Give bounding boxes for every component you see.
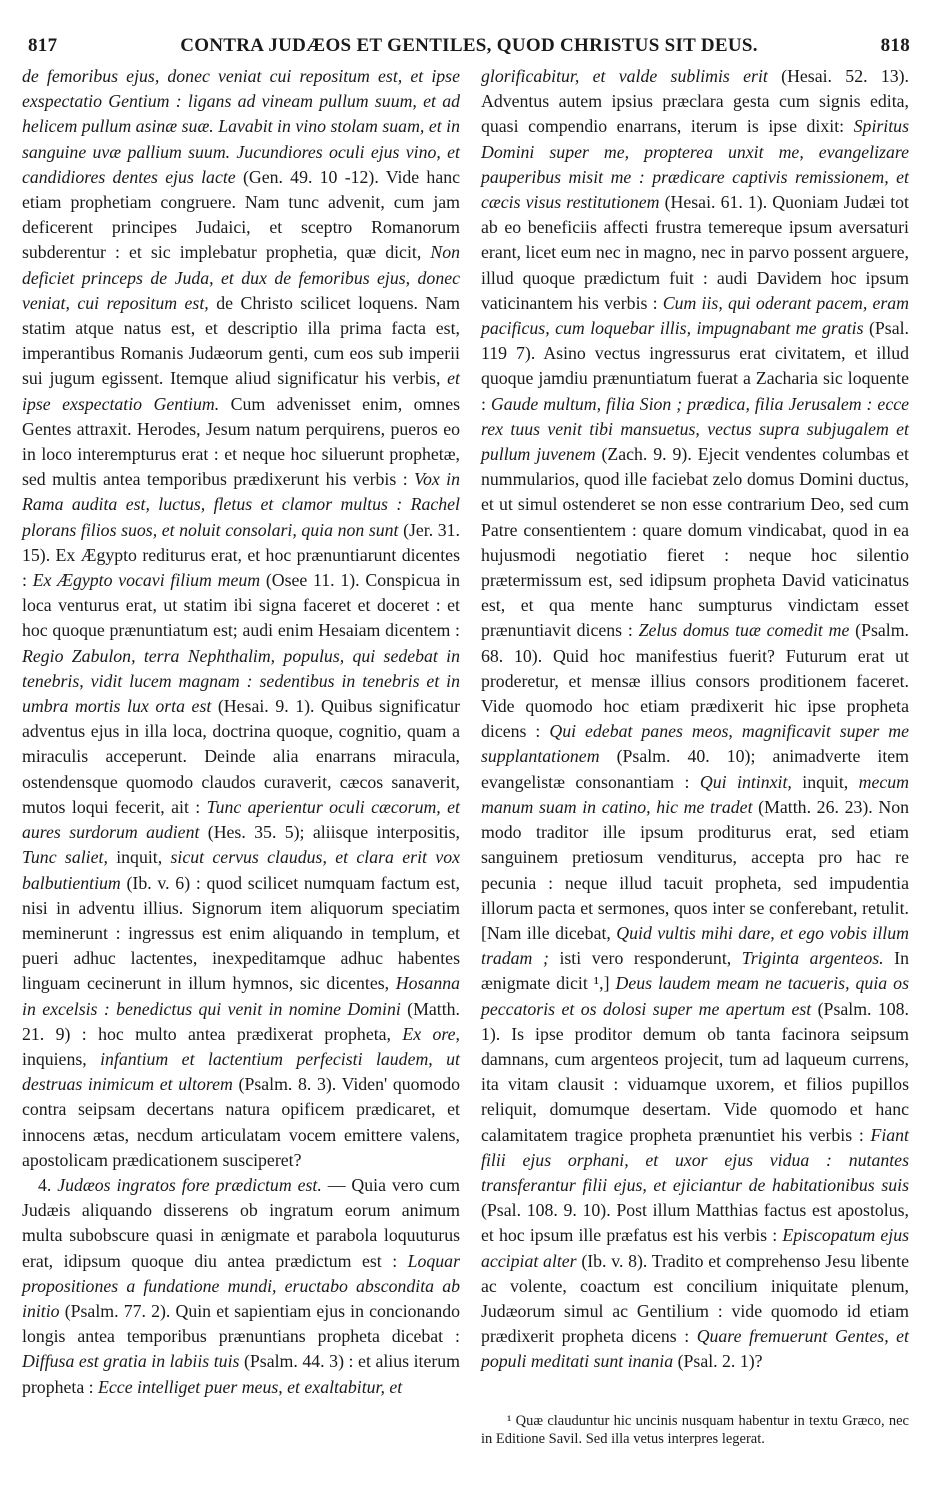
text-run: (Hesai. 61. 1). Quoniam Judæi tot ab eo beneficiis affecti frustra temereque ipsum aversaturi erant, licet eum nec in magno, nec in parvo possent arguere, illud quoque prædictum fuit : audi Davidem hoc ipsum vaticinantem his verbis : <box>481 192 909 313</box>
text-run: (Matth. 26. 23). Non modo traditor ille ipsum proditurus erat, sed etiam sanguinem pretiosum venditurus, accepta pro hac re pecunia : neque illud tacuit propheta, sed impudentia illorum pacta et sermones, quos inter se conferebant, retulit. [Nam ille dicebat, <box>481 796 909 943</box>
text-run: (Hes. 35. 5); aliisque interpositis, <box>199 822 460 843</box>
italic-run: Spiritus Domini super me, propterea unxit me, evangelizare pauperibus misit me : prædicare captivis remissionem, et cæcis visus restitutionem <box>481 116 909 213</box>
text-run: Cum advenisset enim, omnes Gentes attraxit. Herodes, Jesum natum perquirens, pueros eo in loco interempturus erat : et neque hoc siluerunt prophetæ, sed multis antea temporibus prædixerunt his verbis : <box>22 393 460 490</box>
footnote <box>481 1412 909 1448</box>
text-run: (Psalm. 44. 3) : et alius iterum propheta : <box>22 1351 461 1397</box>
text-run: (Psalm. 68. 10). Quid hoc manifestius fuerit? Futurum erat ut proderetur, et mensæ illius consors proditionem faceret. Vide quomodo hoc etiam prædixerit hic ipse propheta dicens : <box>481 620 909 742</box>
text-run: (Jer. 31. 15). Ex Ægypto rediturus erat, et hoc prænuntiarunt dicentes : <box>22 519 460 591</box>
paragraph <box>22 1173 460 1400</box>
italic-run: Fiant filii ejus orphani, et uxor ejus vidua : nutantes transferantur filii ejus, et ejiciantur de habitationibus suis <box>481 1124 909 1195</box>
page-number-left: 817 <box>28 35 58 56</box>
right-column <box>481 64 909 1375</box>
italic-run: Quare fremuerunt Gentes, et populi meditati sunt inania <box>481 1326 909 1372</box>
text-run: inquiens, <box>22 1048 101 1069</box>
italic-run: Hosanna in excelsis : benedictus qui venit in nomine Domini <box>22 973 460 1019</box>
italic-run: Regio Zabulon, terra Nephthalim, populus, qui sedebat in tenebris, vidit lucem magnam : sedentibus in tenebris et in umbra mortis lux orta est <box>22 645 460 717</box>
italic-run: Tunc aperientur oculi cæcorum, et aures surdorum audient <box>22 796 461 843</box>
italic-run: Zelus domus tuæ comedit me <box>638 620 850 641</box>
italic-run: sicut cervus claudus, et clara erit vox balbutientium <box>22 847 460 893</box>
text-run: (Psalm. 77. 2). Quin et sapientiam ejus in concionando longis antea temporibus prænuntians propheta dicebat : <box>22 1300 460 1347</box>
text-run: (Osee 11. 1). Conspicua in loca venturus erat, ut statim ibi signa faceret et doceret : et hoc quoque prænuntiatum est; audi enim Hesaiam dicentem : <box>22 570 460 641</box>
text-run: (Ib. v. 6) : quod scilicet numquam factum est, nisi in adventu illius. Signorum item aliquorum speciatim meminerunt : ingressus est enim aliquando in templum, et pueri adhuc lactentes, inexpeditamque adhuc habentes linguam cecinerunt in illum hymnos, sic dicentes, <box>22 872 460 994</box>
italic-run: Tunc saliet, <box>22 847 108 868</box>
italic-run: et ipse exspectatio Gentium. <box>22 368 460 414</box>
text-run: (Matth. 21. 9) : hoc multo antea prædixerat propheta, <box>22 998 460 1044</box>
running-header <box>28 32 910 60</box>
text-run: (Psal. 2. 1)? <box>673 1351 763 1372</box>
italic-run: Qui edebat panes meos, magnificavit super me supplantationem <box>481 721 909 767</box>
italic-run: de femoribus ejus, donec veniat cui repositum est, et ipse exspectatio Gentium : ligans ad vineam pullum suum, et ad helicem pullum asinæ suæ. Lavabit in vino stolam suam, et in sanguine uvæ pallium suum. Jucundiores oculi ejus vino, et candidiores dentes ejus lacte <box>22 66 460 187</box>
text-run: (Hesai. 9. 1). Quibus significatur adventus ejus in illa loca, doctrina quoque, cognitio, quam a miraculis acceperunt. Deinde alia enarrans miracula, ostendensque quomodo claudos curaverit, cæcos sanaverit, mutos loqui fecerit, ait : <box>22 696 460 817</box>
italic-run: Ecce intelliget puer meus, et exaltabitur, et <box>98 1376 403 1397</box>
left-column <box>22 64 460 1400</box>
italic-run: Ex Ægypto vocavi filium meum <box>32 570 261 591</box>
italic-run: Ex ore, <box>402 1023 460 1044</box>
italic-run: Gaude multum, filia Sion ; prædica, filia Jerusalem : ecce rex tuus venit tibi mansuetus, vectus supra subjugalem et pullum juvenem <box>481 393 909 465</box>
italic-run: Episcopatum ejus accipiat alter <box>481 1225 910 1271</box>
italic-run: glorificabitur, et valde sublimis erit <box>481 66 768 86</box>
italic-run: mecum manum suam in catino, hic me tradet <box>481 771 909 817</box>
italic-run: Qui intinxit, <box>699 771 792 792</box>
text-run: (Gen. 49. 10 -12). Vide hanc etiam prophetiam congruere. Nam tunc advenit, cum jam deficerent principes Judaici, et sceptro Romanorum subderentur : et sic implebatur prophetia, quæ dicit, <box>22 166 460 263</box>
text-run: (Psalm. 108. 1). Is ipse proditor demum ob tanta facinora seipsum damnans, cum argenteos projecit, tum ad laqueum currens, ita vitam clausit : viduamque uxorem, et filios pupillos reliquit, domumque desertam. Vide quomodo et hanc calamitatem tragice propheta prænuntiet his verbis : <box>481 998 909 1145</box>
text-run: inquit, <box>107 847 171 868</box>
text-run: 4. <box>38 1174 58 1195</box>
italic-run: Quid vultis mihi dare, et ego vobis illum tradam ; <box>481 922 909 969</box>
text-run: (Psalm. 40. 10); animadverte item evangelistæ consonantiam : <box>481 746 909 792</box>
paragraph <box>481 64 909 1375</box>
paragraph <box>22 64 460 1173</box>
italic-run: infantium et lactentium perfecisti laudem, ut destruas inimicum et ultorem <box>22 1048 460 1095</box>
text-run: (Psal. 108. 9. 10). Post illum Matthias factus est apostolus, et hoc ipsum ille præfatus est his verbis : <box>481 1200 909 1246</box>
text-run: (Hesai. 52. 13). Adventus autem ipsius præclara gesta cum signis edita, quasi compendio enarrans, iterum is ipse dixit: <box>481 66 909 137</box>
italic-run: Diffusa est gratia in labiis tuis <box>22 1351 240 1372</box>
text-run: (Ib. v. 8). Tradito et comprehenso Jesu libente ac volente, coactum est concilium iniquitate plenum, Judæorum simul ac Gentilium : vide quomodo id etiam prædixerit propheta dicens : <box>481 1250 909 1347</box>
text-run: (Zach. 9. 9). Ejecit vendentes columbas et nummularios, quod ille faciebat zelo domus Domini ductus, et ut simul ostenderet se non esse contrarium Deo, sed cum Patre consentientem : quare domum vindicabat, quod in ea hujusmodi negotiatio fieret : neque hoc silentio prætermissum est, sed idipsum propheta David vaticinatus est, et qua mente hanc sumpturus vindictam esset prænuntiavit dicens : <box>481 444 909 641</box>
text-run: de Christo scilicet loquens. Nam statim atque natus est, et descriptio illa prima facta est, imperantibus Romanis Judæorum genti, cum eos sub imperii sui jugum egissent. Itemque aliud significatur his verbis, <box>22 292 460 389</box>
italic-run: Loquar propositiones a fundatione mundi, eructabo abscondita ab initio <box>22 1250 460 1321</box>
text-run: — Quia vero cum Judæis aliquando disserens ob ingratum eorum animum multa subobscure quasi in ænigmate et parabola loquuturus erat, idipsum quoque diu antea prædictum est : <box>22 1174 460 1271</box>
page-number-right: 818 <box>880 35 910 56</box>
italic-run: Judæos ingratos fore prædictum est. <box>57 1174 322 1195</box>
text-run: (Psalm. 8. 3). Viden' quomodo contra seipsam decertans natura opificem prædicaret, et innocens ætas, necdum articulatam vocem emittere valens, apostolicam prædicationem susciperet? <box>22 1074 460 1170</box>
text-run: (Psal. 119 7). Asino vectus ingressurus erat civitatem, et illud quoque jamdiu prænuntiatum fuerat a Zacharia sic loquente : <box>481 318 909 414</box>
italic-run: Vox in Rama audita est, luctus, fletus et clamor multus : Rachel plorans filios suos, et noluit consolari, quia non sunt <box>22 469 460 540</box>
text-run: inquit, <box>791 771 859 792</box>
italic-run: Non deficiet princeps de Juda, et dux de femoribus ejus, donec veniat, cui repositum est, <box>22 242 460 313</box>
running-title: CONTRA JUDÆOS ET GENTILES, QUOD CHRISTUS SIT DEUS. <box>180 35 758 56</box>
italic-run: Cum iis, qui oderant pacem, eram pacificus, cum loquebar illis, impugnabant me gratis <box>481 292 910 339</box>
footnote-text: Quæ clauduntur hic uncinis nusquam habentur in textu Græco, nec in Editione Savil. Sed illa vetus interpres legerat. <box>481 1413 909 1447</box>
italic-run: Triginta argenteos. <box>741 948 884 969</box>
footnote-marker: ¹ <box>507 1413 512 1429</box>
text-run: isti vero responderunt, <box>548 948 742 969</box>
italic-run: Deus laudem meam ne tacueris, quia os peccatoris et os dolosi super me apertum est <box>481 973 909 1019</box>
text-run: In ænigmate dicit ¹,] <box>481 948 909 994</box>
